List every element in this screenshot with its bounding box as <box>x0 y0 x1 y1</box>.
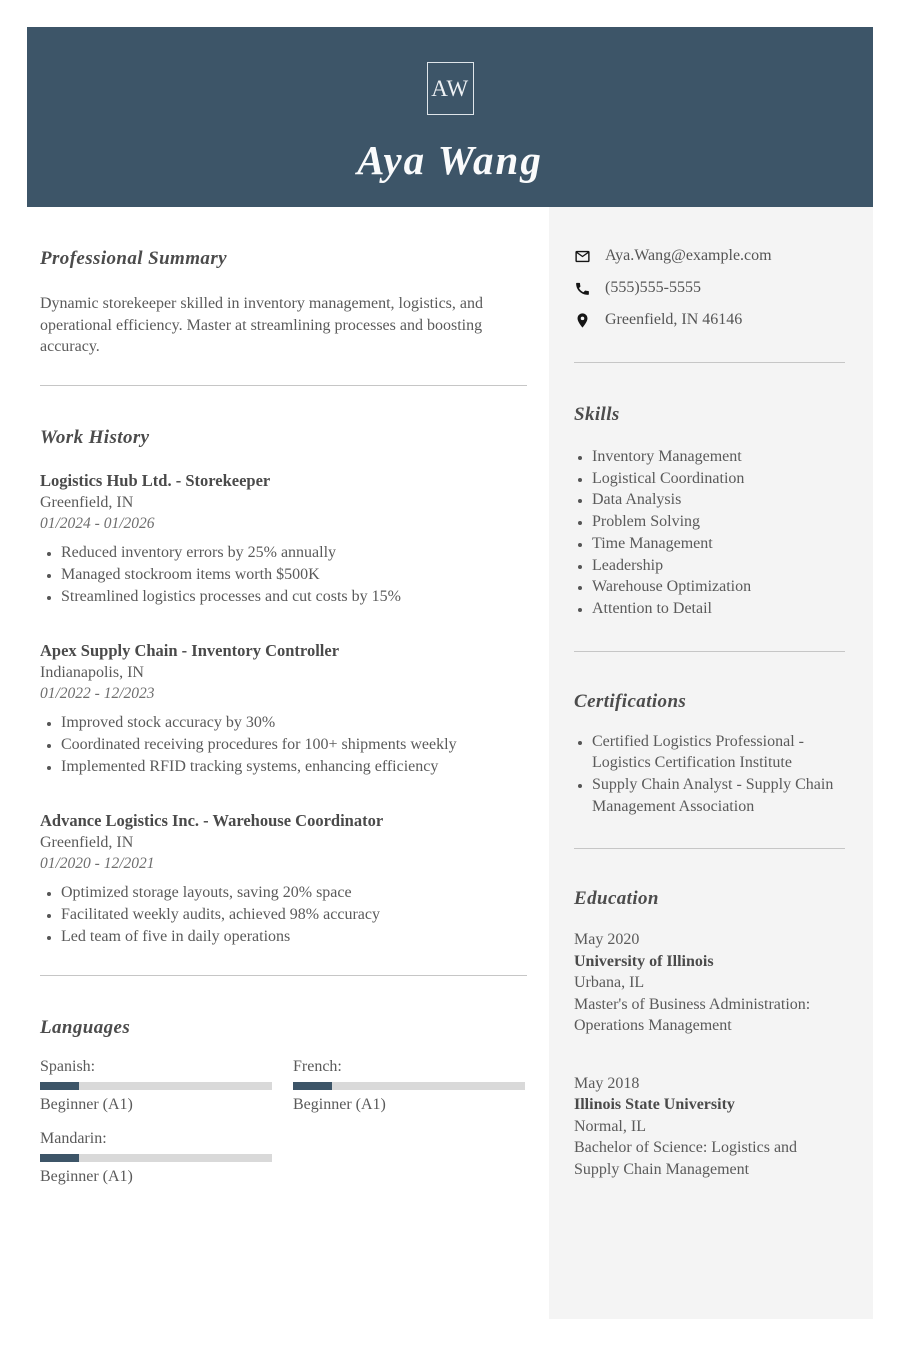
language-name: Spanish: <box>40 1057 96 1075</box>
divider <box>40 975 527 976</box>
contact-email: Aya.Wang@example.com <box>605 247 772 264</box>
language-name: Mandarin: <box>40 1129 107 1147</box>
job-location: Greenfield, IN <box>40 833 134 851</box>
languages-heading: Languages <box>40 1016 131 1038</box>
job-dates: 01/2024 - 01/2026 <box>40 515 155 532</box>
language-progress-fill <box>40 1082 79 1090</box>
language-progress-fill <box>293 1082 332 1090</box>
summary-text: Dynamic storekeeper skilled in inventory management, logistics, and operational efficiency. Master at streamlining processes and boosting accuracy. <box>40 295 483 355</box>
job-bullet: • Facilitated weekly audits, achieved 98% accuracy <box>61 904 527 926</box>
skill-item: • Warehouse Optimization <box>592 576 845 598</box>
divider <box>574 362 845 363</box>
skill-item: • Data Analysis <box>592 489 845 511</box>
skill-item: • Inventory Management <box>592 446 845 468</box>
contact-location-row <box>574 309 845 331</box>
skill-item: • Problem Solving <box>592 511 845 533</box>
education-location: Normal, IL <box>574 1117 646 1135</box>
email-icon <box>574 248 591 265</box>
education-list <box>574 929 845 1180</box>
job-location: Greenfield, IN <box>40 493 134 511</box>
job-bullet: • Implemented RFID tracking systems, enhancing efficiency <box>61 756 527 778</box>
contact-phone-row <box>574 277 845 299</box>
job-bullet: • Managed stockroom items worth $500K <box>61 564 527 586</box>
contact-location: Greenfield, IN 46146 <box>605 311 743 328</box>
job-entry <box>40 640 527 778</box>
skill-item: • Time Management <box>592 533 845 555</box>
language-level: Beginner (A1) <box>293 1096 386 1113</box>
divider <box>574 848 845 849</box>
contact-email-row <box>574 245 845 267</box>
location-pin-icon <box>574 312 591 329</box>
job-bullet: • Streamlined logistics processes and cut costs by 15% <box>61 586 527 608</box>
resume-frame <box>27 27 873 1319</box>
phone-icon <box>574 280 591 297</box>
job-dates: 01/2020 - 12/2021 <box>40 855 155 872</box>
education-date: May 2020 <box>574 931 640 949</box>
job-title: Apex Supply Chain - Inventory Controller <box>40 640 340 660</box>
language-name: French: <box>293 1057 342 1075</box>
education-heading: Education <box>574 888 659 910</box>
main-column <box>27 207 549 1188</box>
skill-item: • Attention to Detail <box>592 598 845 620</box>
sidebar-column <box>549 207 873 1319</box>
divider <box>40 385 527 386</box>
language-item <box>293 1056 525 1116</box>
education-degree: Master's of Business Administration: Operations Management <box>574 995 811 1035</box>
job-bullet: • Optimized storage layouts, saving 20% space <box>61 882 527 904</box>
divider <box>574 651 845 652</box>
education-entry <box>574 1073 845 1181</box>
language-progress-track <box>293 1082 525 1090</box>
education-school: Illinois State University <box>574 1096 735 1114</box>
job-bullet-list <box>40 542 527 608</box>
language-level: Beginner (A1) <box>40 1168 133 1185</box>
monogram-badge: AW <box>427 62 474 115</box>
education-date: May 2018 <box>574 1074 640 1092</box>
skill-item: • Logistical Coordination <box>592 468 845 490</box>
job-dates: 01/2022 - 12/2023 <box>40 685 155 702</box>
language-progress-fill <box>40 1154 79 1162</box>
job-bullet: • Led team of five in daily operations <box>61 926 527 948</box>
job-bullet-list <box>40 882 527 948</box>
contact-phone: (555)555-5555 <box>605 279 701 296</box>
certifications-heading: Certifications <box>574 690 687 712</box>
job-title: Advance Logistics Inc. - Warehouse Coordinator <box>40 810 384 830</box>
job-title: Logistics Hub Ltd. - Storekeeper <box>40 470 271 490</box>
certifications-list <box>574 731 845 818</box>
language-level: Beginner (A1) <box>40 1096 133 1113</box>
skills-list <box>574 446 845 620</box>
job-bullet: • Reduced inventory errors by 25% annually <box>61 542 527 564</box>
job-list <box>40 470 527 948</box>
job-bullet-list <box>40 712 527 778</box>
education-entry <box>574 929 845 1037</box>
job-entry <box>40 810 527 948</box>
language-progress-track <box>40 1082 272 1090</box>
certification-item: • Certified Logistics Professional - Logistics Certification Institute <box>592 731 845 774</box>
summary-heading: Professional Summary <box>40 248 227 269</box>
skill-item: • Leadership <box>592 555 845 577</box>
body-columns <box>27 207 873 1319</box>
education-school: University of Illinois <box>574 952 714 970</box>
job-bullet: • Coordinated receiving procedures for 100+ shipments weekly <box>61 734 527 756</box>
education-degree: Bachelor of Science: Logistics and Supply Chain Management <box>574 1139 798 1178</box>
skills-heading: Skills <box>574 404 620 425</box>
job-entry <box>40 470 527 608</box>
certification-item: • Supply Chain Analyst - Supply Chain Management Association <box>592 774 845 817</box>
header-band <box>27 27 873 207</box>
work-history-heading: Work History <box>40 426 150 448</box>
language-progress-track <box>40 1154 272 1162</box>
job-location: Indianapolis, IN <box>40 663 144 681</box>
candidate-name: Aya Wang <box>357 137 543 183</box>
education-location: Urbana, IL <box>574 974 645 992</box>
language-item <box>40 1128 272 1188</box>
language-list <box>40 1056 527 1188</box>
job-bullet: • Improved stock accuracy by 30% <box>61 712 527 734</box>
language-item <box>40 1056 272 1116</box>
